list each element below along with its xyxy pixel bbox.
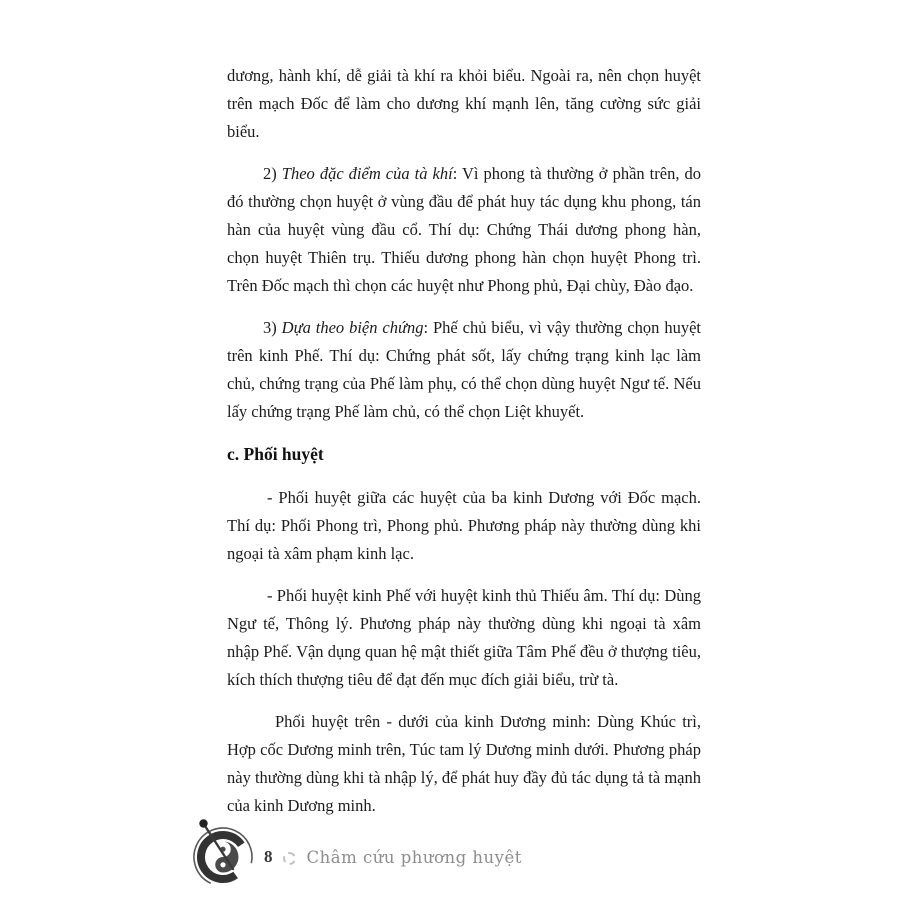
text-segment: - Phối huyệt kinh Phế với huyệt kinh thủ Thiếu âm. Thí dụ: Dùng Ngư tế, Thông lý. Phương pháp này thường dùng khi ngoại tà xâm nhập Phế. Vận dụng quan hệ mật thiết giữa Tâm Phế đều ở thượng tiêu, kích thích thượng tiêu để đạt đến mục đích giải biểu, trừ tà. [227,586,701,689]
page-body-text [227,62,701,834]
text-segment: Dựa theo biện chứng [281,318,424,337]
paragraph [227,314,701,426]
paragraph [227,708,701,820]
page-number: 8 [264,847,273,866]
dotted-circle-ornament-icon [283,852,296,865]
text-segment: dương, hành khí, dễ giải tà khí ra khỏi biểu. Ngoài ra, nên chọn huyệt trên mạch Đốc để làm cho dương khí mạnh lên, tăng cường sức giải biểu. [227,66,701,141]
acupuncture-yinyang-logo-icon [190,815,256,894]
paragraph [227,62,701,146]
text-segment: : Phế chủ biểu, vì vậy thường chọn huyệt trên kinh Phế. Thí dụ: Chứng phát sốt, lấy chứng trạng kinh lạc làm chủ, chứng trạng của Phế làm phụ, có thể chọn dùng huyệt Ngư tế. Nếu lấy chứng trạng Phế làm chủ, có thể chọn Liệt khuyết. [227,318,701,421]
text-segment: 2) [263,164,282,183]
book-title: Châm cứu phương huyệt [306,848,522,867]
text-segment: 3) [263,318,282,337]
text-segment: c. Phối huyệt [227,444,324,464]
text-segment: Theo đặc điểm của tà khí [281,164,453,183]
text-segment: : Vì phong tà thường ở phần trên, do đó thường chọn huyệt ở vùng đầu để phát huy tác dụng khu phong, tán hàn của huyệt vùng đầu cổ. Thí dụ: Chứng Thái dương phong hàn, chọn huyệt Thiên trụ. Thiếu dương phong hàn chọn huyệt Phong trì. Trên Đốc mạch thì chọn các huyệt như Phong phủ, Đại chùy, Đào đạo. [227,164,701,295]
text-segment: - Phối huyệt giữa các huyệt của ba kinh Dương với Đốc mạch. Thí dụ: Phối Phong trì, Phong phủ. Phương pháp này thường dùng khi ngoại tà xâm phạm kinh lạc. [227,488,701,563]
section-heading [227,440,701,468]
page-footer [190,816,522,892]
paragraph [227,160,701,300]
paragraph [227,484,701,568]
text-segment: Phối huyệt trên - dưới của kinh Dương minh: Dùng Khúc trì, Hợp cốc Dương minh trên, Túc tam lý Dương minh dưới. Phương pháp này thường dùng khi tà nhập lý, để phát huy đầy đủ tác dụng tả tà mạnh của kinh Dương minh. [227,712,701,815]
paragraph [227,582,701,694]
